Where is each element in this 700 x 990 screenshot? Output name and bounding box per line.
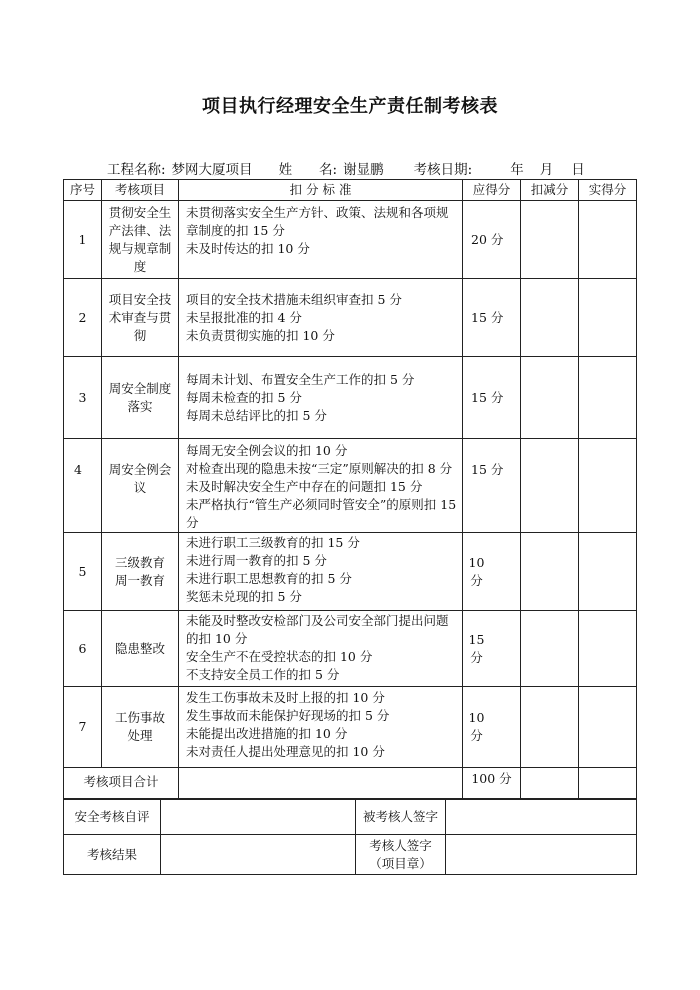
row-deduct-cell[interactable]: [521, 357, 579, 439]
table-row: [64, 611, 637, 687]
total-actual-cell[interactable]: [579, 768, 637, 800]
page-title: 项目执行经理安全生产责任制考核表: [202, 96, 498, 117]
header-info: [107, 158, 585, 178]
date-month: 月: [539, 162, 554, 178]
signature-row: [64, 799, 637, 835]
self-eval-label: 安全考核自评: [64, 799, 161, 835]
criteria-line: 未进行职工三级教育的扣 15 分: [186, 535, 360, 550]
row-no: 2: [64, 279, 102, 357]
examiner-signature-field[interactable]: [446, 835, 637, 875]
row-criteria: [179, 357, 463, 439]
header-actual: 实得分: [579, 180, 637, 201]
examiner-label-line: 考核人签字: [369, 837, 432, 853]
row-no: 3: [64, 357, 102, 439]
row-score: 20 分: [463, 201, 521, 279]
row-deduct-cell[interactable]: [521, 439, 579, 533]
row-criteria: [179, 533, 463, 611]
table-header-row: [64, 180, 637, 201]
row-score: 15 分: [463, 279, 521, 357]
criteria-line: 每周无安全例会议的扣 10 分: [186, 443, 348, 458]
row-item: 隐患整改: [102, 611, 179, 687]
signee-label: 被考核人签字: [356, 799, 446, 835]
header-criteria: 扣 分 标 准: [179, 180, 463, 201]
row-deduct-cell[interactable]: [521, 611, 579, 687]
table-row: [64, 357, 637, 439]
table-row: [64, 533, 637, 611]
row-no: 7: [64, 687, 102, 768]
name-value: 谢显鹏: [343, 162, 384, 178]
row-item: 工伤事故处理: [102, 687, 179, 768]
row-actual-cell[interactable]: [579, 279, 637, 357]
signature-row: [64, 835, 637, 875]
signature-table: [63, 798, 637, 875]
self-eval-field[interactable]: [161, 799, 356, 835]
criteria-line: 未对责任人提出处理意见的扣 10 分: [186, 744, 385, 759]
row-criteria: [179, 439, 463, 533]
criteria-line: 未能及时整改安检部门及公司安全部门提出问题的扣 10 分: [186, 613, 449, 646]
row-actual-cell[interactable]: [579, 201, 637, 279]
header-score: 应得分: [463, 180, 521, 201]
header-deduct: 扣减分: [521, 180, 579, 201]
criteria-line: 未及时传达的扣 10 分: [186, 241, 310, 256]
criteria-line: 对检查出现的隐患未按“三定”原则解决的扣 8 分: [186, 461, 453, 476]
criteria-line: 每周未检查的扣 5 分: [186, 389, 302, 405]
row-item: 项目安全技术审查与贯彻: [102, 279, 179, 357]
criteria-line: 项目的安全技术措施未组织审查扣 5 分: [186, 291, 402, 307]
row-no: 1: [64, 201, 102, 279]
total-score: 100 分: [463, 768, 521, 800]
criteria-line: 未能提出改进措施的扣 10 分: [186, 726, 348, 741]
criteria-line: 未进行职工思想教育的扣 5 分: [186, 571, 352, 586]
row-item: 贯彻安全生产法律、法规与规章制度: [102, 201, 179, 279]
row-deduct-cell[interactable]: [521, 279, 579, 357]
row-criteria: [179, 687, 463, 768]
name-label: 姓 名:: [278, 162, 338, 178]
header-item: 考核项目: [102, 180, 179, 201]
project-label: 工程名称:: [107, 162, 166, 178]
result-field[interactable]: [161, 835, 356, 875]
criteria-line: 每周未计划、布置安全生产工作的扣 5 分: [186, 371, 415, 387]
criteria-line: 未严格执行“管生产必须同时管安全”的原则扣 15 分: [186, 497, 457, 530]
total-label: 考核项目合计: [64, 768, 179, 800]
date-label: 考核日期:: [413, 162, 473, 178]
result-label: 考核结果: [64, 835, 161, 875]
examiner-label: [356, 835, 446, 875]
project-value: 梦网大厦项目: [171, 162, 253, 178]
row-no: 5: [64, 533, 102, 611]
row-deduct-cell[interactable]: [521, 533, 579, 611]
assessment-table: [63, 179, 637, 800]
row-actual-cell[interactable]: [579, 687, 637, 768]
criteria-line: 未呈报批准的扣 4 分: [186, 309, 302, 325]
row-score: 10 分: [463, 533, 521, 611]
signee-signature-field[interactable]: [446, 799, 637, 835]
row-item: 周安全制度落实: [102, 357, 179, 439]
row-score: 15 分: [463, 439, 521, 533]
table-row: [64, 439, 637, 533]
date-year: 年: [510, 162, 524, 178]
row-deduct-cell[interactable]: [521, 201, 579, 279]
criteria-line: 发生事故而未能保护好现场的扣 5 分: [186, 708, 390, 723]
row-score: 15 分: [463, 611, 521, 687]
header-no: 序号: [64, 180, 102, 201]
criteria-line: 未进行周一教育的扣 5 分: [186, 553, 327, 568]
row-no: 6: [64, 611, 102, 687]
row-item: 三级教育周一教育: [102, 533, 179, 611]
criteria-line: 未及时解决安全生产中存在的问题扣 15 分: [186, 479, 423, 494]
examiner-seal-note: （项目章）: [369, 855, 432, 871]
table-row: [64, 201, 637, 279]
row-criteria: [179, 611, 463, 687]
row-item: 周安全例会议: [102, 439, 179, 533]
total-criteria-cell: [179, 768, 463, 800]
row-deduct-cell[interactable]: [521, 687, 579, 768]
table-row: [64, 687, 637, 768]
criteria-line: 发生工伤事故未及时上报的扣 10 分: [186, 690, 385, 705]
row-actual-cell[interactable]: [579, 439, 637, 533]
row-actual-cell[interactable]: [579, 611, 637, 687]
criteria-line: 每周未总结评比的扣 5 分: [186, 407, 327, 423]
total-deduct-cell[interactable]: [521, 768, 579, 800]
criteria-line: 未负责贯彻实施的扣 10 分: [186, 327, 335, 343]
row-no: 4: [64, 439, 102, 533]
row-actual-cell[interactable]: [579, 533, 637, 611]
criteria-line: 未贯彻落实安全生产方针、政策、法规和各项规章制度的扣 15 分: [186, 205, 449, 238]
date-day: 日: [571, 162, 585, 178]
table-row: [64, 279, 637, 357]
row-criteria: [179, 279, 463, 357]
total-row: [64, 768, 637, 800]
criteria-line: 不支持安全员工作的扣 5 分: [186, 667, 340, 682]
row-score: 10 分: [463, 687, 521, 768]
criteria-line: 奖惩未兑现的扣 5 分: [186, 589, 302, 604]
row-actual-cell[interactable]: [579, 357, 637, 439]
row-criteria: [179, 201, 463, 279]
criteria-line: 安全生产不在受控状态的扣 10 分: [186, 649, 373, 664]
row-score: 15 分: [463, 357, 521, 439]
